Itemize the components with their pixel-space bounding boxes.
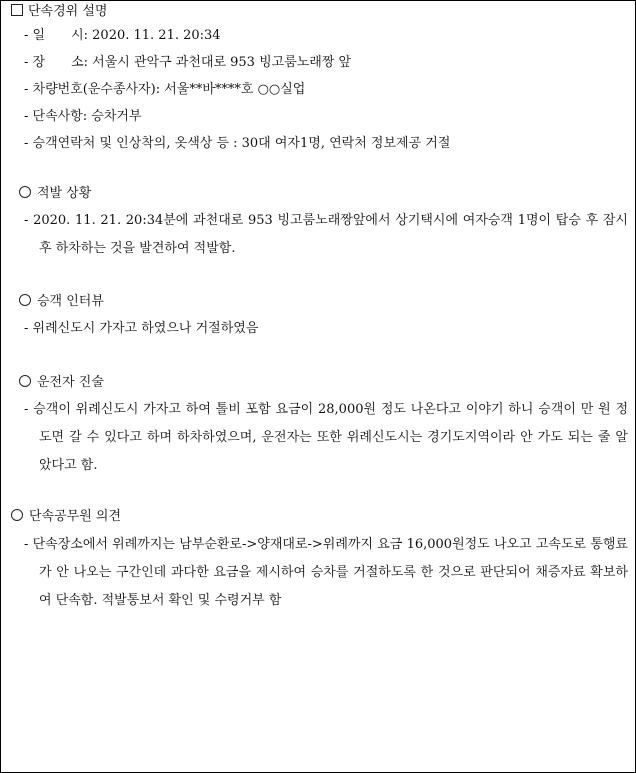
detail-item-datetime: - 일 시: 2020. 11. 21. 20:34 xyxy=(24,28,221,43)
section-heading-detection xyxy=(19,184,91,204)
circle-bullet-icon xyxy=(11,509,23,521)
section-heading-driver xyxy=(19,373,104,393)
section-heading-interview xyxy=(19,292,104,312)
section-body-interview: - 위례신도시 가자고 하였으나 거절하였음 xyxy=(24,321,259,336)
section-title: 단속공무원 의견 xyxy=(29,509,122,524)
section-title: 단속경위 설명 xyxy=(28,4,108,19)
section-heading-enforcement xyxy=(11,2,107,22)
detail-item-violation: - 단속사항: 승차거부 xyxy=(24,109,142,124)
section-body-officer: - 단속장소에서 위례까지는 남부순환로->양재대로->위례까지 요금 16,000원정도 나오고 고속도로 통행료가 안 나오는 구간인데 과다한 요금을 제시하여 승차를 거절하도록 한 것으로 판단되어 채증자료 확보하여 단속함. 적발통보서 확인 및 수령거부 함 xyxy=(24,537,628,608)
circle-bullet-icon xyxy=(19,294,31,306)
circle-bullet-icon xyxy=(19,186,31,198)
detail-item-passenger: - 승객연락처 및 인상착의, 옷색상 등 : 30대 여자1명, 연락처 정보제공 거절 xyxy=(24,136,451,151)
section-body-detection: - 2020. 11. 21. 20:34분에 과천대로 953 빙고룸노래짱앞에서 상기택시에 여자승객 1명이 탑승 후 잠시 후 하차하는 것을 발견하여 적발함. xyxy=(24,213,628,256)
section-title: 운전자 진술 xyxy=(37,375,104,390)
square-bullet-icon xyxy=(11,4,23,16)
detail-item-vehicle: - 차량번호(운수종사자): 서울**바****호 ○○실업 xyxy=(24,82,306,97)
detail-item-location: - 장 소: 서울시 관악구 과천대로 953 빙고룸노래짱 앞 xyxy=(24,55,352,70)
circle-bullet-icon xyxy=(19,375,31,387)
section-heading-officer xyxy=(11,507,121,527)
section-title: 승객 인터뷰 xyxy=(37,294,104,309)
section-body-driver: - 승객이 위례신도시 가자고 하여 톨비 포함 요금이 28,000원 정도 나온다고 이야기 하니 승객이 만 원 정도면 갈 수 있다고 하며 하차하였으며, 운전자는 또한 위례신도시는 경기도지역이라 안 가도 되는 줄 알았다고 함. xyxy=(24,402,628,473)
section-title: 적발 상황 xyxy=(37,186,92,201)
